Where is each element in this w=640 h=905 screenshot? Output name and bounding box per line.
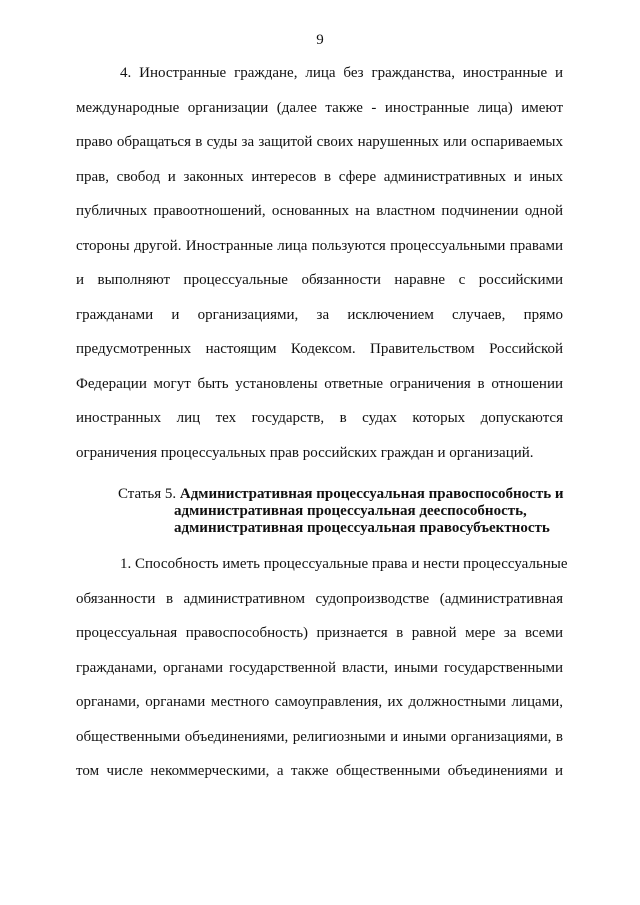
paragraph-line: гражданами и организациями, за исключением случаев, прямо	[76, 306, 563, 323]
article-number: Статья 5.	[118, 486, 177, 502]
paragraph-line: общественными объединениями, религиозными и иными организациями, в	[76, 728, 563, 745]
paragraph-line: гражданами, органами государственной власти, иными государственными	[76, 659, 563, 676]
article-title-line: административная процессуальная дееспособность,	[174, 503, 527, 519]
paragraph-line: 1. Способность иметь процессуальные права и нести процессуальные	[120, 556, 568, 572]
paragraph-line: Федерации могут быть установлены ответные ограничения в отношении	[76, 375, 563, 392]
paragraph-line: органами, органами местного самоуправления, их должностными лицами,	[76, 694, 563, 710]
paragraph-line: предусмотренных настоящим Кодексом. Правительством Российской	[76, 341, 563, 357]
paragraph-4	[76, 56, 563, 470]
paragraph-line: 4. Иностранные граждане, лица без гражданства, иностранные и	[120, 65, 563, 81]
paragraph-line: обязанности в административном судопроизводстве (административная	[76, 590, 563, 607]
page-number: 9	[316, 32, 324, 48]
paragraph-1	[76, 547, 568, 789]
paragraph-line: том числе некоммерческими, а также общественными объединениями и	[76, 763, 563, 779]
article-heading	[118, 486, 568, 537]
paragraph-line: и выполняют процессуальные обязанности наравне с российскими	[76, 272, 563, 288]
paragraph-line: право обращаться в суды за защитой своих нарушенных или оспариваемых	[76, 134, 563, 150]
paragraph-line: международные организации (далее также - иностранные лица) имеют	[76, 99, 563, 116]
paragraph-line: стороны другой. Иностранные лица пользуются процессуальными правами	[76, 237, 563, 254]
paragraph-line: публичных правоотношений, основанных на властном подчинении одной	[76, 203, 563, 219]
article-title-line: Административная процессуальная правоспособность и	[179, 486, 564, 502]
paragraph-line: процессуальная правоспособность) признается в равной мере за всеми	[76, 625, 563, 641]
article-title-line: административная процессуальная правосубъектность	[174, 520, 550, 536]
paragraph-line: прав, свобод и законных интересов в сфере административных и иных	[76, 168, 563, 185]
paragraph-line: иностранных лиц тех государств, в судах которых допускаются	[76, 410, 563, 426]
paragraph-line: ограничения процессуальных прав российских граждан и организаций.	[76, 444, 534, 461]
